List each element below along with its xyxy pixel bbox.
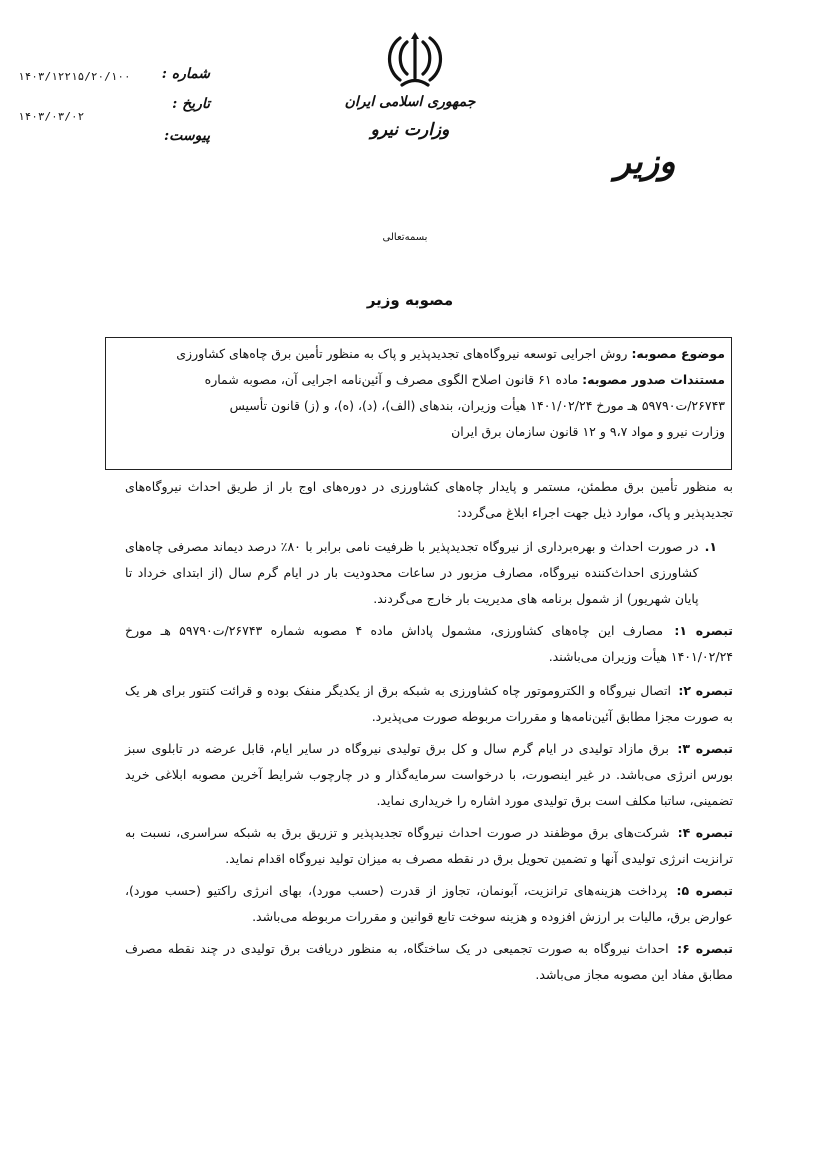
ministry-name: وزارت نیرو	[370, 120, 450, 140]
docs-line-1	[112, 367, 725, 393]
note-2	[125, 678, 733, 730]
note-text: احداث نیروگاه به صورت تجمیعی در یک ساختگاه، به منظور دریافت برق تولیدی در چند نقطه مصرف مطابق مفاد این مصوبه مجاز می‌باشد.	[125, 941, 733, 982]
note-label: تبصره ۶:	[677, 941, 733, 956]
note-label: تبصره ۴:	[677, 825, 733, 840]
note-text: پرداخت هزینه‌های ترانزیت، آبونمان، تجاوز از قدرت (حسب مورد)، بهای انرژی راکتیو (حسب مورد)، عوارض برق، مالیات بر ارزش افزوده و هزینه سوخت تابع قوانین و مقررات مربوطه می‌باشد.	[125, 883, 733, 924]
item-text: در صورت احداث و بهره‌برداری از نیروگاه تجدیدپذیر با ظرفیت نامی برابر با ۸۰٪ درصد دیماند مصرفی چاه‌های کشاورزی احداث‌کننده نیروگاه، مصارف مزبور در ساعات محدودیت بار در ایام گرم سال (از ابتدای خرداد تا پایان شهریور) از شمول برنامه های مدیریت بار خارج می‌گردند.	[125, 539, 699, 606]
note-label: تبصره ۳:	[677, 741, 733, 756]
docs-line-2: ۲۶۷۴۳/ت۵۹۷۹۰ هـ مورخ ۱۴۰۱/۰۲/۲۴ هیأت وزیران، بندهای (الف)، (د)، (ه)، و (ز) قانون تأسیس	[229, 398, 725, 413]
note-label: تبصره ۲:	[678, 683, 733, 698]
docs-line-3: وزارت نیرو و مواد ۹،۷ و ۱۲ قانون سازمان برق ایران	[451, 424, 725, 439]
note-3	[125, 736, 733, 814]
note-6	[125, 936, 733, 988]
note-text: اتصال نیروگاه و الکتروموتور چاه کشاورزی به شبکه برق از یکدیگر منفک بوده و قرائت کنتور برای هر یک به صورت مجزا مطابق آئین‌نامه‌ها و مقررات مربوطه صورت می‌پذیرد.	[125, 683, 733, 724]
iran-emblem-icon	[380, 30, 450, 92]
bismillah: بسمه‌تعالی	[382, 232, 428, 243]
date-value: ۱۴۰۳/۰۳/۰۲	[18, 110, 85, 123]
number-value: ۱۴۰۳/۱۲۲۱۵/۲۰/۱۰۰	[18, 70, 131, 83]
date-label: تاریخ :	[172, 96, 210, 112]
subject-box	[105, 337, 732, 470]
note-1	[125, 618, 733, 670]
note-text: مصارف این چاه‌های کشاورزی، مشمول پاداش ماده ۴ مصوبه شماره ۲۶۷۴۳/ت۵۹۷۹۰ هـ مورخ ۱۴۰۱/۰۲/۲۴ هیأت وزیران می‌باشند.	[125, 623, 733, 664]
attachment-label: پیوست:	[164, 128, 210, 144]
subject-label: موضوع مصوبه:	[631, 346, 725, 361]
document-title: مصوبه وزیر	[366, 291, 454, 309]
number-label: شماره :	[161, 66, 210, 82]
document-body	[125, 474, 733, 988]
item-number: ۱.	[704, 539, 717, 554]
subject-line	[112, 341, 725, 367]
intro-paragraph: به منظور تأمین برق مطمئن، مستمر و پایدار چاه‌های کشاورزی در دوره‌های اوج بار از طریق احداث نیروگاه‌های تجدیدپذیر و پاک، موارد ذیل جهت اجراء ابلاغ می‌گردد:	[125, 479, 733, 520]
note-5	[125, 878, 733, 930]
note-4	[125, 820, 733, 872]
docs-label: مستندات صدور مصوبه:	[582, 372, 725, 387]
note-label: تبصره ۱:	[674, 623, 734, 638]
note-text: شرکت‌های برق موظفند در صورت احداث نیروگاه تجدیدپذیر و تزریق برق به شبکه سراسری، نسبت به ترانزیت انرژی تولیدی آنها و تضمین تحویل برق در نقطه مصرف به میزان تولید نیروگاه اقدام نماید.	[125, 825, 733, 866]
minister-heading: وزیر	[614, 142, 676, 182]
subject-text: روش اجرایی توسعه نیروگاه‌های تجدیدپذیر و پاک به منظور تأمین برق چاه‌های کشاورزی	[176, 346, 628, 361]
list-item-1	[125, 534, 733, 612]
note-label: تبصره ۵:	[676, 883, 733, 898]
note-text: برق مازاد تولیدی در ایام گرم سال و کل برق تولیدی نیروگاه در سایر ایام، قابل عرضه در تابلوی سبز بورس انرژی می‌باشد. در غیر اینصورت، با درخواست سرمایه‌گذار و در چارچوب شرایط آخرین مصوبه ابلاغی خرید تضمینی، ساتبا مکلف است برق تولیدی مورد اشاره را خریداری نماید.	[125, 741, 733, 808]
republic-name: جمهوری اسلامی ایران	[344, 94, 476, 110]
docs-text-1: ماده ۶۱ قانون اصلاح الگوی مصرف و آئین‌نامه اجرایی آن، مصوبه شماره	[204, 372, 579, 387]
